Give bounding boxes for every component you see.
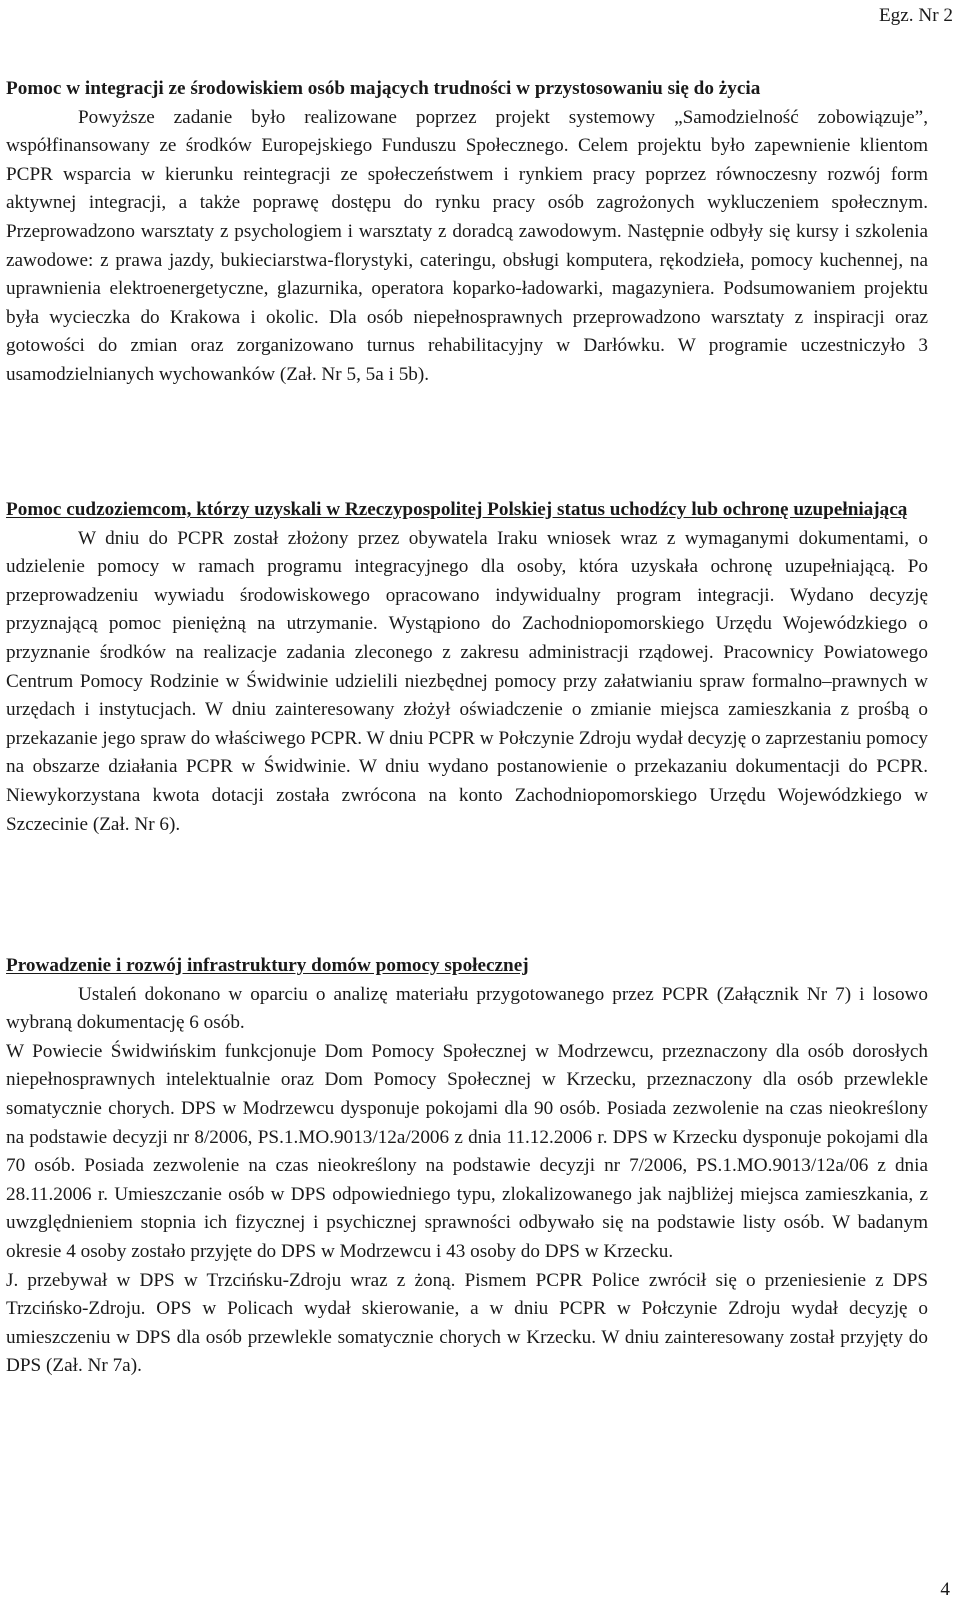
section-heading: Pomoc cudzoziemcom, którzy uzyskali w Rzeczypospolitej Polskiej status uchodźcy lub ochronę uzupełniającą (6, 499, 908, 520)
section-paragraph: Powyższe zadanie było realizowane poprzez projekt systemowy „Samodzielność zobowiązuje”, współfinansowany ze środków Europejskiego Funduszu Społecznego. Celem projektu było zapewnienie klientom PCPR wsparcia w kierunku reintegracji ze społeczeństwem i rynkiem pracy poprzez równoczesny rozwój form aktywnej integracji, a także poprawę dostępu do rynku pracy osób zagrożonych wykluczeniem społecznym. Przeprowadzono warsztaty z psychologiem i warsztaty z doradcą zawodowym. Następnie odbyły się kursy i szkolenia zawodowe: z prawa jazdy, bukieciarstwa-florystyki, cateringu, obsługi komputera, rękodzieła, pomocy kuchennej, na uprawnienia elektroenergetyczne, glazurnika, operatora koparko-ładowarki, magazyniera. Podsumowaniem projektu była wycieczka do Krakowa i okolic. Dla osób niepełnosprawnych przeprowadzono warsztaty z inspiracji oraz gotowości do zmian oraz zorganizowano turnus rehabilitacyjny w Darłówku. W programie uczestniczyło 3 usamodzielnianych wychowanków (Zał. Nr 5, 5a i 5b). (6, 106, 928, 385)
section-integration-support (6, 75, 928, 390)
section-paragraph: W dniu do PCPR został złożony przez obywatela Iraku wniosek wraz z wymaganymi dokumentami, o udzielenie pomocy w ramach programu integracyjnego dla osoby, która uzyskała ochronę uzupełniającą. Po przeprowadzeniu wywiadu środowiskowego opracowano indywidualny program integracji. Wydano decyzję przyznającą pomoc pieniężną na utrzymanie. Wystąpiono do Zachodniopomorskiego Urzędu Wojewódzkiego o przyznanie środków na realizacje zadania zleconego z zakresu administracji rządowej. Pracownicy Powiatowego Centrum Pomocy Rodzinie w Świdwinie udzielili niezbędnej pomocy przy załatwianiu spraw formalno–prawnych w urzędach i instytucjach. W dniu zainteresowany złożył oświadczenie o zmianie miejsca zamieszkania z prośbą o przekazanie jego spraw do właściwego PCPR. W dniu PCPR w Połczynie Zdroju wydał decyzję o zaprzestaniu pomocy na obszarze działania PCPR w Świdwinie. W dniu wydano postanowienie o przekazaniu dokumentacji do PCPR. Niewykorzystana kwota dotacji została zwrócona na konto Zachodniopomorskiego Urzędu Wojewódzkiego w Szczecinie (Zał. Nr 6). (6, 527, 928, 835)
copy-number-label: Egz. Nr 2 (878, 5, 953, 26)
section-paragraph: J. przebywał w DPS w Trzcińsku-Zdroju wraz z żoną. Pismem PCPR Police zwrócił się o przeniesienie z DPS Trzcińsko-Zdroju. OPS w Policach wydał skierowanie, a w dniu PCPR w Połczynie Zdroju wydał decyzję o umieszczeniu w DPS dla osób przewlekle somatycznie chorych w Krzecku. W dniu zainteresowany został przyjęty do DPS (Zał. Nr 7a). (6, 1269, 928, 1377)
section-care-homes-infrastructure (6, 952, 928, 1381)
section-paragraph: Ustaleń dokonano w oparciu o analizę materiału przygotowanego przez PCPR (Załącznik Nr 7) i losowo wybraną dokumentację 6 osób. (6, 983, 928, 1034)
section-heading: Pomoc w integracji ze środowiskiem osób mających trudności w przystosowaniu się do życia (6, 78, 761, 99)
section-paragraph: W Powiecie Świdwińskim funkcjonuje Dom Pomocy Społecznej w Modrzewcu, przeznaczony dla osób dorosłych niepełnosprawnych intelektualnie oraz Dom Pomocy Społecznej w Krzecku, przeznaczony dla osób przewlekle somatycznie chorych. DPS w Modrzewcu dysponuje pokojami dla 90 osób. Posiada zezwolenie na czas nieokreślony na podstawie decyzji nr 8/2006, PS.1.MO.9013/12a/2006 z dnia 11.12.2006 r. DPS w Krzecku dysponuje pokojami dla 70 osób. Posiada zezwolenie na czas nieokreślony na podstawie decyzji nr 7/2006, PS.1.MO.9013/12a/06 z dnia 28.11.2006 r. Umieszczanie osób w DPS odpowiedniego typu, zlokalizowanego jak najbliżej miejsca zamieszkania, z uwzględnieniem stopnia ich fizycznej i psychicznej sprawności odbywało się na podstawie listy osób. W badanym okresie 4 osoby zostało przyjęte do DPS w Modrzewcu i 43 osoby do DPS w Krzecku. (6, 1040, 928, 1262)
section-foreigners-support (6, 496, 928, 839)
page-number: 4 (940, 1579, 950, 1600)
section-heading: Prowadzenie i rozwój infrastruktury domów pomocy społecznej (6, 955, 529, 976)
